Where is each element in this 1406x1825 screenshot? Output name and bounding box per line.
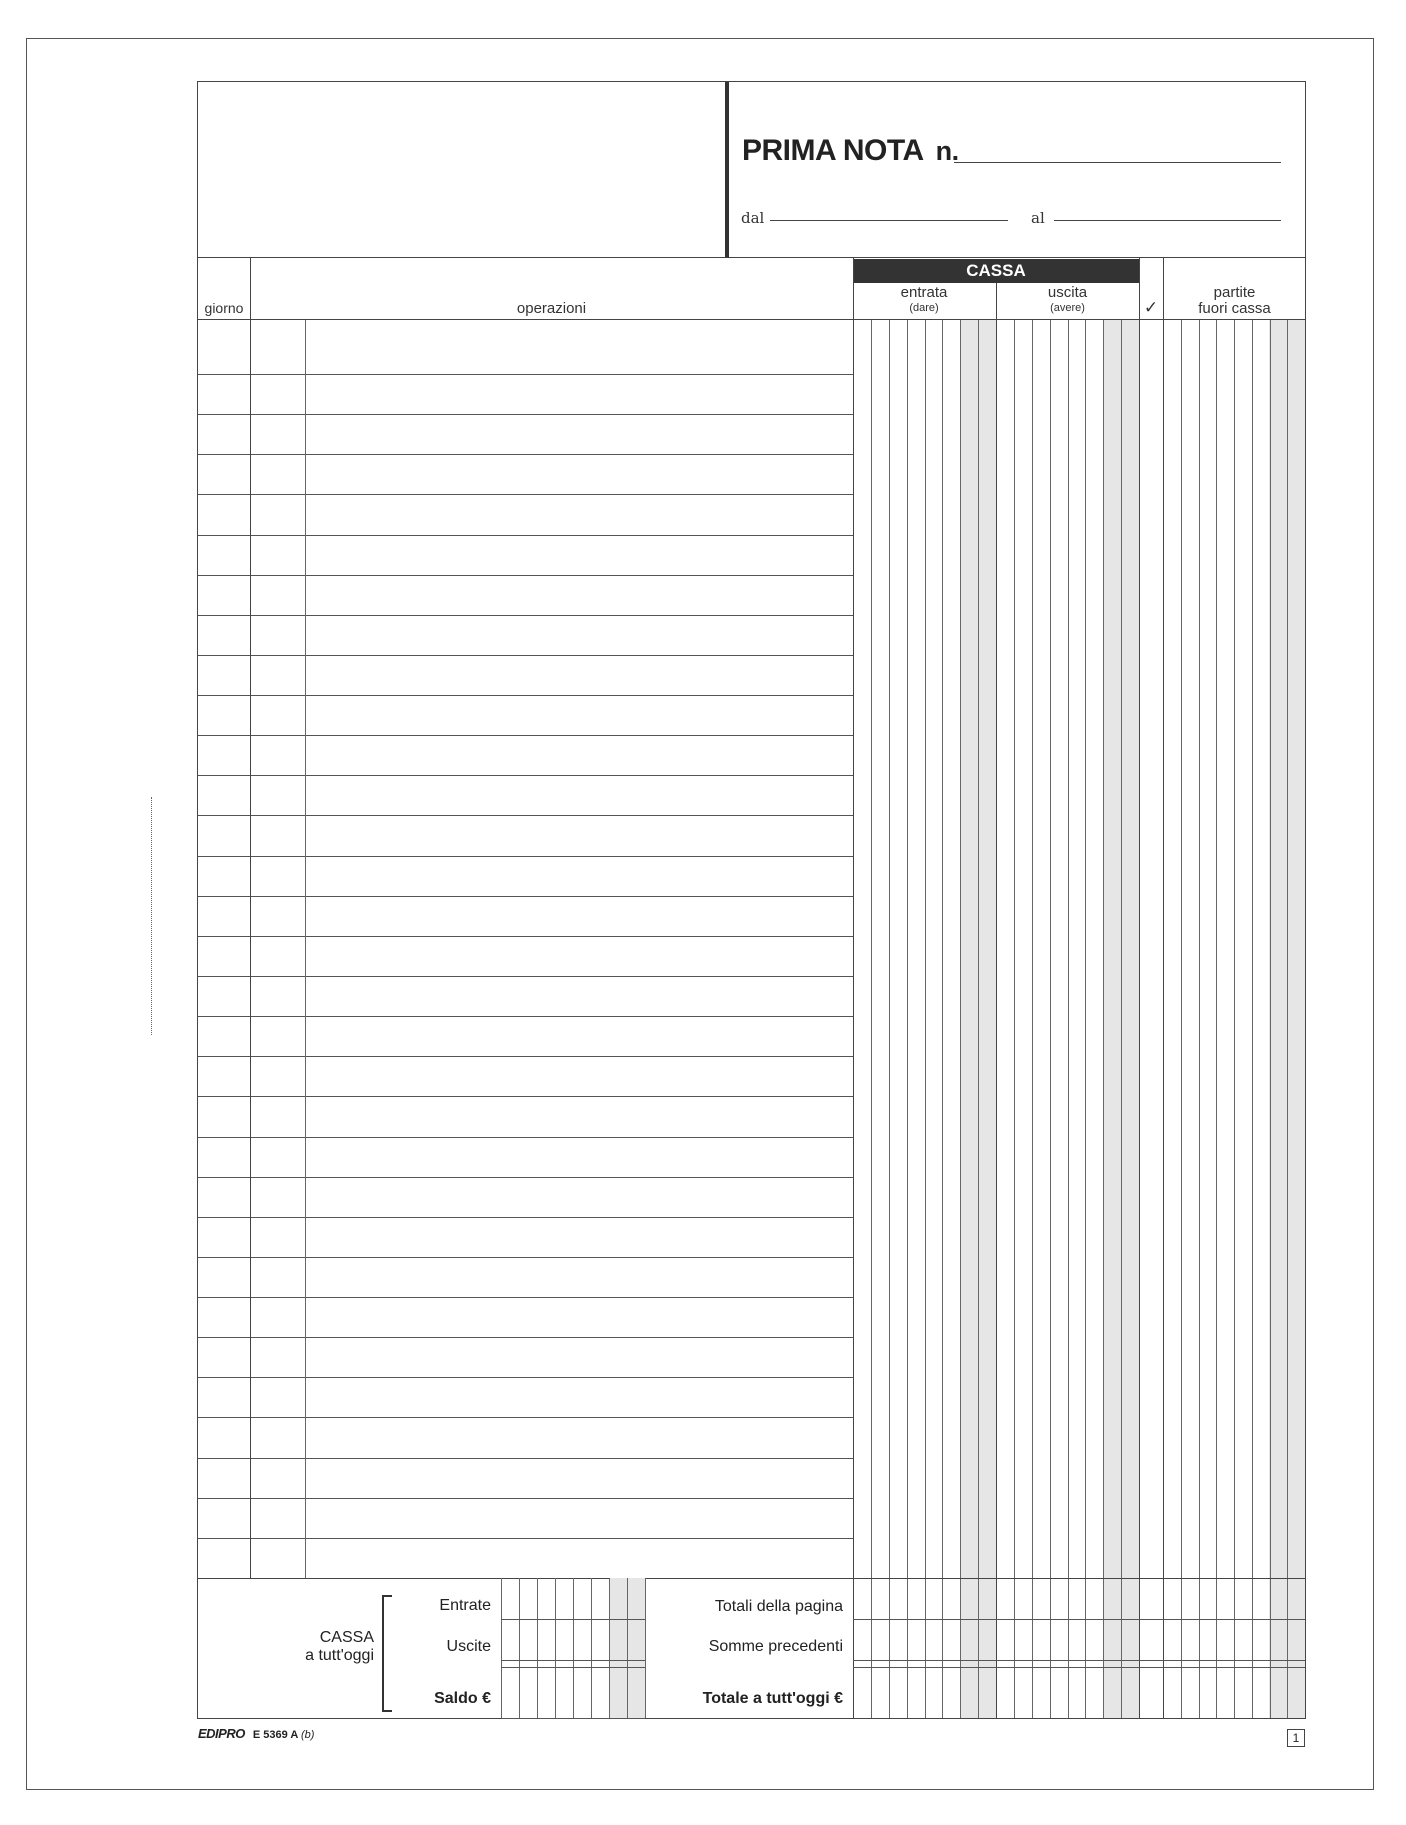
mini-row-line xyxy=(501,1619,645,1620)
row-line xyxy=(198,454,853,455)
total-to-date-label: Totale a tutt'oggi € xyxy=(702,1690,843,1707)
form-variant: (b) xyxy=(300,1729,315,1741)
row-line xyxy=(198,615,853,616)
row-line xyxy=(198,1337,853,1338)
mini-digit-line xyxy=(519,1578,520,1718)
outgo-digit-line xyxy=(1085,320,1086,1718)
header-title-box xyxy=(729,82,1305,258)
row-line xyxy=(198,1538,853,1539)
cassa-header: CASSA xyxy=(853,259,1139,283)
income-digit-line xyxy=(907,320,908,1718)
subday-col-divider xyxy=(305,320,306,1578)
footer-amount-line xyxy=(853,1660,1305,1661)
header-blank-box[interactable] xyxy=(198,82,729,258)
col-noncash-label-2: fuori cassa xyxy=(1198,300,1271,317)
row-line xyxy=(198,1417,853,1418)
row-line xyxy=(198,1177,853,1178)
mini-row-line xyxy=(501,1718,645,1719)
outgo-digit-line xyxy=(1050,320,1051,1718)
row-line xyxy=(198,695,853,696)
noncash-digit-line xyxy=(1234,320,1235,1718)
outgoings-label: Uscite xyxy=(446,1638,491,1655)
previous-sums-label: Somme precedenti xyxy=(708,1638,843,1655)
cash-to-date-label xyxy=(294,1629,374,1665)
from-date-field[interactable] xyxy=(770,220,1008,221)
page-total-label: Totali della pagina xyxy=(714,1598,843,1615)
row-line xyxy=(198,1137,853,1138)
day-col-divider xyxy=(250,258,251,1578)
check-mark-icon: ✓ xyxy=(1143,298,1159,317)
income-digit-line xyxy=(942,320,943,1718)
outgo-digit-line xyxy=(1103,320,1104,1718)
row-line xyxy=(198,374,853,375)
row-line xyxy=(198,1056,853,1057)
footer-amount-line xyxy=(853,1667,1305,1668)
col-outgo-sublabel: (avere) xyxy=(1050,302,1085,314)
row-line xyxy=(198,535,853,536)
footer-divider xyxy=(198,1578,1305,1579)
income-digit-line xyxy=(889,320,890,1718)
col-operations-label: operazioni xyxy=(516,300,587,317)
row-line xyxy=(198,815,853,816)
noncash-digit-line xyxy=(1252,320,1253,1718)
row-line xyxy=(198,575,853,576)
cash-label-line1: CASSA xyxy=(319,1629,374,1646)
noncash-col-divider xyxy=(1163,258,1164,1718)
row-line xyxy=(198,655,853,656)
income-digit-line xyxy=(925,320,926,1718)
mini-digit-line xyxy=(591,1578,592,1718)
income-digit-line xyxy=(871,320,872,1718)
incomes-label: Entrate xyxy=(439,1597,491,1614)
noncash-digit-line xyxy=(1270,320,1271,1718)
noncash-digit-line xyxy=(1287,320,1288,1718)
edipro-logo: EDIPRO xyxy=(198,1726,245,1741)
mini-row-line xyxy=(501,1660,645,1661)
balance-label: Saldo € xyxy=(434,1690,491,1707)
col-outgo-label: uscita xyxy=(1047,284,1088,301)
col-noncash-label-1: partite xyxy=(1213,284,1256,301)
number-field[interactable] xyxy=(954,162,1281,163)
row-line xyxy=(198,1458,853,1459)
mini-digit-line xyxy=(501,1578,502,1718)
prima-nota-form xyxy=(197,81,1306,1745)
row-line xyxy=(198,414,853,415)
number-label: n. xyxy=(935,136,959,166)
col-income-sublabel: (dare) xyxy=(909,302,939,314)
noncash-digit-line xyxy=(1199,320,1200,1718)
row-line xyxy=(198,494,853,495)
row-line xyxy=(198,1377,853,1378)
to-label: al xyxy=(1031,209,1045,227)
mini-digit-line xyxy=(537,1578,538,1718)
title-text: PRIMA NOTA xyxy=(742,134,924,167)
row-line xyxy=(198,1297,853,1298)
row-line xyxy=(198,976,853,977)
form-code: E 5369 A xyxy=(252,1729,298,1741)
mini-digit-line xyxy=(555,1578,556,1718)
mini-row-line xyxy=(501,1667,645,1668)
to-date-field[interactable] xyxy=(1054,220,1281,221)
footer-amount-line xyxy=(853,1619,1305,1620)
row-line xyxy=(198,1498,853,1499)
page-number: 1 xyxy=(1287,1729,1305,1747)
perforation-line xyxy=(151,797,152,1035)
col-day-label: giorno xyxy=(204,300,244,316)
row-line xyxy=(198,1096,853,1097)
row-line xyxy=(198,775,853,776)
row-line xyxy=(198,936,853,937)
noncash-digit-line xyxy=(1216,320,1217,1718)
cash-label-line2: a tutt'oggi xyxy=(305,1647,374,1664)
outgo-digit-line xyxy=(1014,320,1015,1718)
form-title xyxy=(742,134,959,168)
mini-digit-line xyxy=(609,1578,610,1718)
col-income-label: entrata xyxy=(900,284,948,301)
row-line xyxy=(198,1016,853,1017)
check-col-divider xyxy=(1139,258,1140,1718)
income-outgo-divider xyxy=(996,283,997,1718)
cash-col-divider xyxy=(853,258,854,1718)
bracket-icon xyxy=(382,1595,392,1712)
noncash-digit-line xyxy=(1181,320,1182,1718)
brand-mark xyxy=(198,1726,314,1741)
row-line xyxy=(198,856,853,857)
from-label: dal xyxy=(741,209,765,227)
outgo-digit-line xyxy=(1121,320,1122,1718)
income-digit-line xyxy=(960,320,961,1718)
row-line xyxy=(198,1217,853,1218)
row-line xyxy=(198,896,853,897)
outgo-digit-line xyxy=(1032,320,1033,1718)
outgo-digit-line xyxy=(1068,320,1069,1718)
row-line xyxy=(198,735,853,736)
row-line xyxy=(198,1257,853,1258)
income-digit-line xyxy=(978,320,979,1718)
mini-digit-line xyxy=(573,1578,574,1718)
